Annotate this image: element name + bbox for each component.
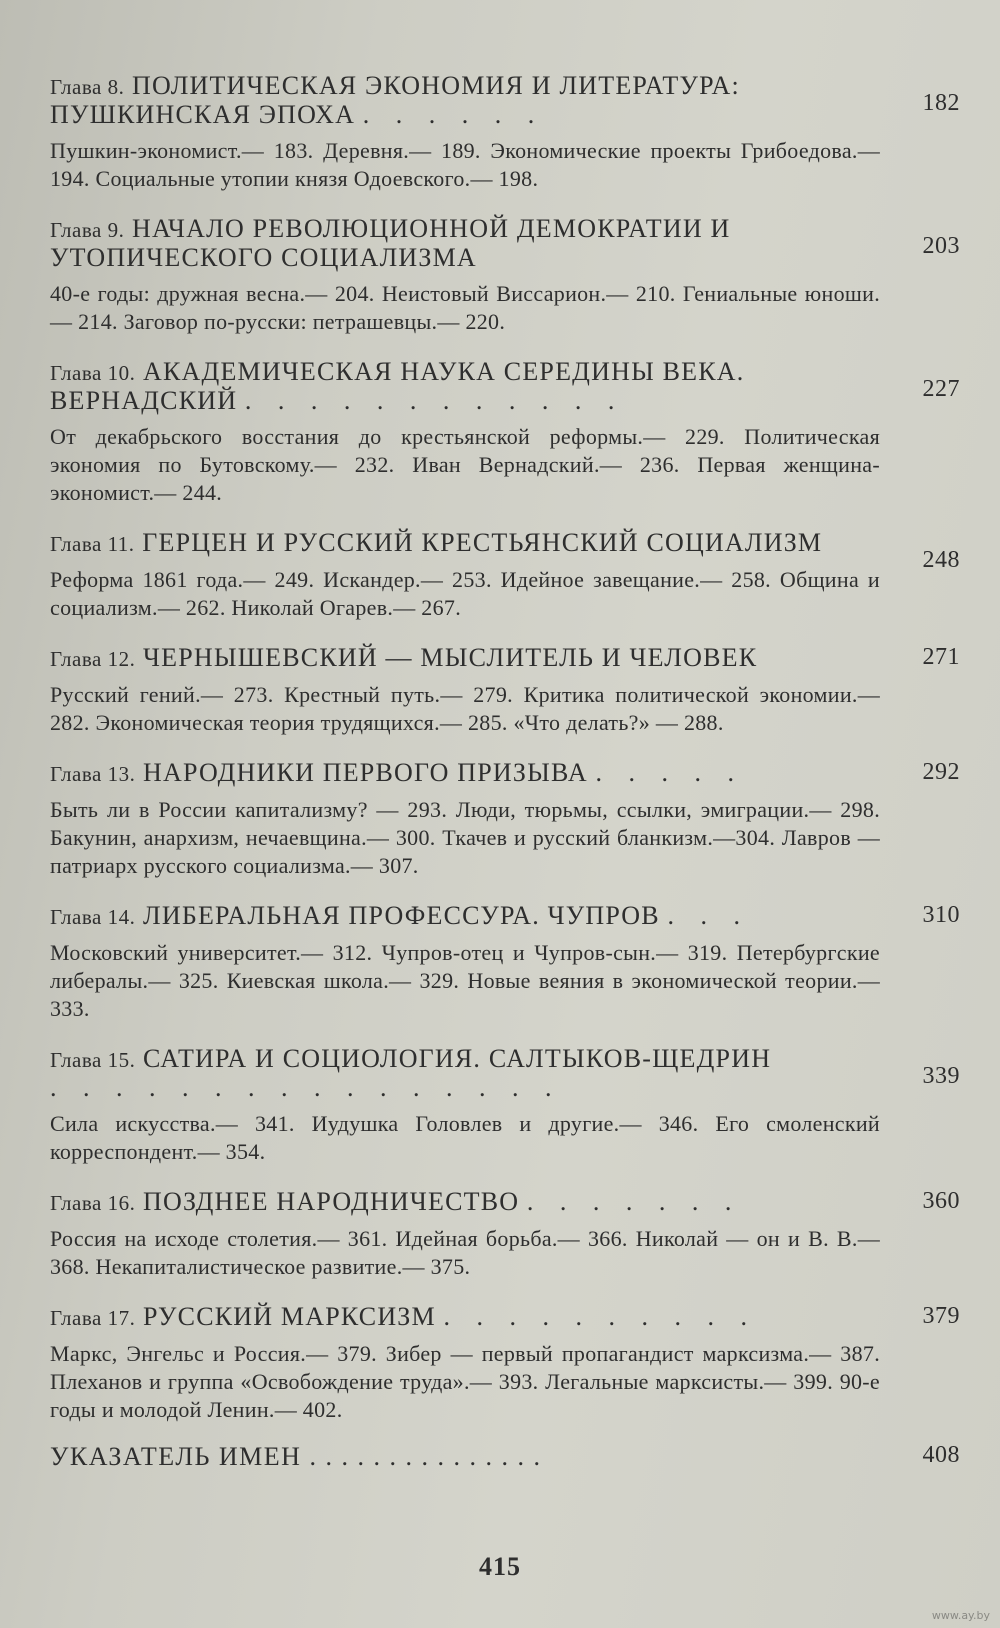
chapter-title: ПОЛИТИЧЕСКАЯ ЭКОНОМИЯ И ЛИТЕРАТУРА: ПУШКИНСКАЯ ЭПОХА bbox=[50, 71, 740, 129]
chapter-subtopics: Быть ли в России капитализму? — 293. Люди, тюрьмы, ссылки, эмиграции.— 298. Бакунин, анархизм, нечаевщина.— 300. Ткачев и русский бланкизм.—304. Лавров — патриарх русского социализма.— 307. bbox=[50, 797, 880, 878]
chapter-label: Глава 15. bbox=[50, 1048, 136, 1072]
chapter-title: ЛИБЕРАЛЬНАЯ ПРОФЕССУРА. ЧУПРОВ bbox=[143, 901, 660, 930]
chapter-heading bbox=[50, 644, 880, 673]
chapter-page-number: 271 bbox=[922, 644, 960, 670]
chapter-10 bbox=[50, 357, 960, 507]
chapter-page-number: 339 bbox=[922, 1063, 960, 1089]
chapter-subtopics: Сила искусства.— 341. Иудушка Головлев и другие.— 346. Его смоленский корреспондент.— 354. bbox=[50, 1111, 880, 1164]
leader-dots: . . . . . . . . . . . . bbox=[244, 386, 625, 415]
chapter-label: Глава 8. bbox=[50, 75, 125, 99]
chapter-15 bbox=[50, 1044, 960, 1166]
chapter-8 bbox=[50, 71, 960, 193]
leader-dots: . . . . . bbox=[595, 758, 745, 787]
chapter-heading bbox=[50, 358, 880, 415]
chapter-title: ЧЕРНЫШЕВСКИЙ — МЫСЛИТЕЛЬ И ЧЕЛОВЕК bbox=[143, 643, 758, 672]
chapter-heading bbox=[50, 72, 880, 129]
chapter-page-number: 203 bbox=[922, 233, 960, 259]
leader-dots: . . . . . . . . . . . . . . . . bbox=[50, 1073, 562, 1102]
chapter-subtopics: От декабрьского восстания до крестьянской реформы.— 229. Политическая экономия по Бутовскому.— 232. Иван Вернадский.— 236. Первая женщина-экономист.— 244. bbox=[50, 424, 880, 505]
chapter-title: САТИРА И СОЦИОЛОГИЯ. САЛТЫКОВ-ЩЕДРИН bbox=[143, 1044, 772, 1073]
chapter-title: АКАДЕМИЧЕСКАЯ НАУКА СЕРЕДИНЫ ВЕКА. ВЕРНАДСКИЙ bbox=[50, 357, 745, 415]
chapter-page-number: 227 bbox=[922, 376, 960, 402]
chapter-label: Глава 14. bbox=[50, 905, 136, 929]
site-watermark: www.ay.by bbox=[931, 1609, 990, 1622]
chapter-14 bbox=[50, 901, 960, 1023]
chapter-title: НАРОДНИКИ ПЕРВОГО ПРИЗЫВА bbox=[143, 758, 588, 787]
chapter-9 bbox=[50, 214, 960, 336]
chapter-heading bbox=[50, 1188, 880, 1217]
chapter-subtopics: Русский гений.— 273. Крестный путь.— 279. Критика политической экономии.— 282. Экономическая теория трудящихся.— 285. «Что делать?» — 288. bbox=[50, 682, 880, 735]
index-title: УКАЗАТЕЛЬ ИМЕН bbox=[50, 1442, 302, 1471]
page-folio-number: 415 bbox=[479, 1552, 521, 1581]
chapter-label: Глава 17. bbox=[50, 1306, 136, 1330]
chapter-title: ПОЗДНЕЕ НАРОДНИЧЕСТВО bbox=[143, 1187, 520, 1216]
chapter-page-number: 360 bbox=[922, 1188, 960, 1214]
chapter-heading bbox=[50, 1045, 880, 1102]
chapter-title: ГЕРЦЕН И РУССКИЙ КРЕСТЬЯНСКИЙ СОЦИАЛИЗМ bbox=[142, 528, 823, 557]
chapter-page-number: 292 bbox=[922, 759, 960, 785]
chapter-subtopics: Маркс, Энгельс и Россия.— 379. Зибер — первый пропагандист марксизма.— 387. Плеханов и группа «Освобождение труда».— 393. Легальные марксисты.— 399. 90-е годы и молодой Ленин.— 402. bbox=[50, 1341, 880, 1422]
chapter-17 bbox=[50, 1302, 960, 1424]
chapter-label: Глава 16. bbox=[50, 1191, 136, 1215]
leader-dots: . . . . . . . . . . . . . . . bbox=[309, 1442, 542, 1471]
chapter-title: НАЧАЛО РЕВОЛЮЦИОННОЙ ДЕМОКРАТИИ И УТОПИЧЕСКОГО СОЦИАЛИЗМА bbox=[50, 214, 731, 272]
chapter-heading bbox=[50, 529, 880, 558]
leader-dots: . . . . . . . bbox=[526, 1187, 742, 1216]
index-page-number: 408 bbox=[922, 1442, 960, 1468]
chapter-label: Глава 10. bbox=[50, 361, 136, 385]
chapter-heading bbox=[50, 215, 880, 272]
chapter-page-number: 310 bbox=[922, 902, 960, 928]
chapter-subtopics: Реформа 1861 года.— 249. Искандер.— 253. Идейное завещание.— 258. Община и социализм.— 262. Николай Огарев.— 267. bbox=[50, 567, 880, 620]
chapter-label: Глава 9. bbox=[50, 218, 125, 242]
chapter-subtopics: Московский университет.— 312. Чупров-отец и Чупров-сын.— 319. Петербургские либералы.— 325. Киевская школа.— 329. Новые веяния в экономической теории.— 333. bbox=[50, 940, 880, 1021]
chapter-label: Глава 11. bbox=[50, 532, 135, 556]
chapter-page-number: 248 bbox=[922, 547, 960, 573]
chapter-label: Глава 12. bbox=[50, 647, 136, 671]
leader-dots: . . . . . . bbox=[362, 100, 545, 129]
chapter-subtopics: 40-е годы: дружная весна.— 204. Неистовый Виссарион.— 210. Гениальные юноши.— 214. Заговор по-русски: петрашевцы.— 220. bbox=[50, 281, 880, 334]
leader-dots: . . . bbox=[667, 901, 751, 930]
chapter-page-number: 182 bbox=[922, 90, 960, 116]
chapter-16 bbox=[50, 1187, 960, 1281]
chapter-title: РУССКИЙ МАРКСИЗМ bbox=[143, 1302, 436, 1331]
chapter-11 bbox=[50, 528, 960, 622]
chapter-subtopics: Россия на исходе столетия.— 361. Идейная борьба.— 366. Николай — он и В. В.— 368. Некапиталистическое развитие.— 375. bbox=[50, 1226, 880, 1279]
chapter-page-number: 379 bbox=[922, 1303, 960, 1329]
chapter-label: Глава 13. bbox=[50, 762, 136, 786]
chapter-heading bbox=[50, 759, 880, 788]
chapter-13 bbox=[50, 758, 960, 880]
leader-dots: . . . . . . . . . . bbox=[443, 1302, 758, 1331]
chapter-heading bbox=[50, 1303, 880, 1332]
chapter-12 bbox=[50, 643, 960, 737]
name-index-entry bbox=[50, 1442, 960, 1472]
chapter-heading bbox=[50, 902, 880, 931]
chapter-subtopics: Пушкин-экономист.— 183. Деревня.— 189. Экономические проекты Грибоедова.— 194. Социальные утопии князя Одоевского.— 198. bbox=[50, 138, 880, 191]
